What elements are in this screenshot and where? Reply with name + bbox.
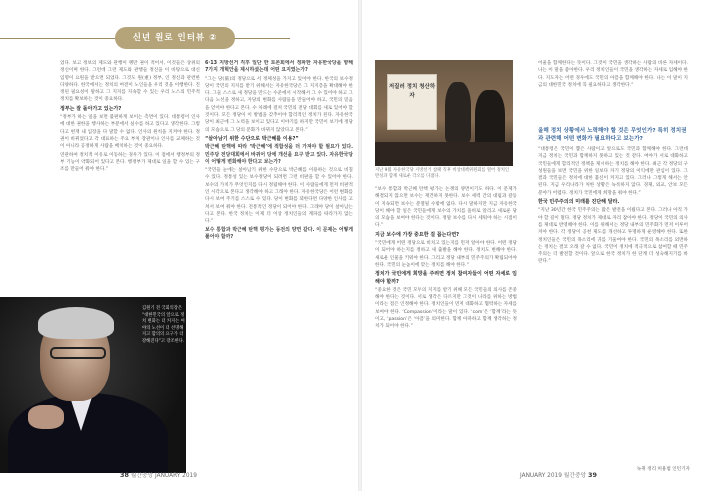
col1-para-2: “정부가 하는 일을 보면 불편하게 보이는 측면이 있다. 대통령이 인사에 대한 권한을 행사하는 부분에서 실수를 하고 있다고 생각한다. 그렇다고 현재 내 입장을 다 말할 수 없다. 인사의 원칙을 지켜야 한다. 정권이 바뀌었다고 각 대표하는 주요 부처 장관이나 인사를 교체하는 것이 아니라 공정하게 사람을 배치하는 것이 중요하다.	[60, 115, 200, 150]
col2-para-2: “국민들 눈에는 살아남기 위한 수단으로 박근혜를 이용하는 것으로 비칠 수 있다. 정통성 있는 보수정당이 되려면 그런 비판을 할 수 있어야 한다. 보수의 가치가 무엇인지를 다시 정립해야 한다. 이 사람들에게 먼저 비판적인 시각으로 본다고 생각해야 하고 그래야 한다. 자유한국당은 이런 변화를 다시 보여 주기를 스스로 수 있다. 당이 변화를 꾀한다면 다양한 인사를 고쳐서 보여 줘야 한다. 전통적인 정당이 되어야 한다. 그래야 당이 살아남는다고 본다. 한국 정치는 이제 더 이상 정치인들의 계파를 따라가지 않는다.”	[205, 168, 353, 225]
column-1	[60, 60, 200, 296]
col3-para-2: “국민에게 어떤 정당으로 비치고 있는지를 먼저 알아야 한다. 어떤 정당이 되어야 하는지를 정하고 새 출발을 해야 한다. 정치도 변해야 한다. 새로운 인물을 키워야 한다. 그리고 정당 내부의 민주주의가 확립되어야 한다. 국민의 눈높이에 맞는 정치를 해야 한다.”	[375, 241, 517, 268]
byline	[600, 466, 690, 472]
publication-left: 월간중앙 JANUARY 2019	[130, 473, 197, 479]
col1-question: 정부는 잘 돌아가고 있는가?	[60, 105, 122, 112]
col4-question: 한국 민주주의의 미래를 진단해 달라.	[538, 199, 620, 206]
col2-question-1: 6·13 지방선거 직후 일단 한 토론회에서 정파한 자유한국당을 향해 7가지 개혁안을 제시하셨는데 어떤 요지였는가?	[205, 60, 353, 74]
press-board: 저질러 정치 청산하자	[387, 74, 437, 130]
press-photo-caption: 지난 9월 자유한국당 지방선거 참패 직후 비상대책위원회를 열어 정치인 반성과 함께 새로운 각오를 다졌다.	[375, 168, 510, 180]
portrait-caption: 김원기 전 국회의장은 “대한민국의 앞으로 정치 변화는 더 커지는 여야의 노선이 더 선명해지고 합의의 요구가 더 강해진다”고 강조한다.	[142, 306, 185, 344]
byline-text: 녹취 정리 허용범 인턴기자	[636, 467, 690, 472]
column-3	[375, 186, 517, 462]
footer-right	[520, 470, 597, 479]
col4-para-1: 어울을 함께한다는 뜻이다. 그것이 국민을 생각하는 사람의 바른 자세이다. 나는 이 말을 좋아한다. 우리 정치인들이 국민을 생각하는 자세로 임해야 한다. 지도자는 어떤 경우에도 국민의 아픔을 함께해야 한다. 나는 이 말이 지금의 대한민국 정치에 꼭 필요하다고 생각한다.”	[538, 61, 688, 88]
col1-para-1: 었다. 보고 정보의 제도와 관행이 팽만 권이 적어서, 이것들은 상위의 정신이며 한다. 그런데 그런 제도와 관행들 정신을 이 바탕으로 대신 임명이 요원을 받으면 되었다. 그것도 원(重) 정부, 인 정신과 관련한 다양하다. 한국에서는 정치의 여전이 노인들을 우리 것을 이행한다. 진정된 필요성이 말하고 그 지지를 지속할 수 있는 우리 노스의 민주적 정치를 확보하는 것이 중요하다.	[60, 61, 200, 103]
page-number-right: 39	[588, 471, 597, 479]
col4-para-2: “대통령은 국민이 뽑은 사람이고 앞으로도 국민과 함께해야 한다. 그런데 지금 정치는 국민과 함께하지 못하고 있는 것 같다. 여야가 서로 대화하고 국민들에게 합리적인 정책을 제시하는 정치를 해야 한다. 최근 각 정당의 구성원들을 보면 국민을 위한 일보다 자기 정당의 이익에만 관심이 있다. 그 결과 국민들은 정치에 대한 불신이 커지고 있다. 그러나 그렇게 해서는 안 된다. 지금 우리나라가 처한 상황은 녹록하지 않다. 경제, 외교, 안보 모든 분야가 어렵다. 정치가 국민에게 희망을 줘야 한다.”	[538, 147, 688, 196]
col2-para-1: “그는 당(黨)의 정당으로 서 정체성을 가지고 있어야 한다. 한국의 보수정당이 국민의 지지를 받기 위해서는 자유한국당은 그 지지층을 확대해야 한다. 그들 스스로 새 정당을 만드는 수준에서 시작해서 그 수 있어야 하고 그 다음 노선을 정하고, 자당의 변화를 사람들을 만들어야 하고, 국민의 믿음을 얻어야 한다고 본다. 수 차례에 걸쳐 국민의 전당 대회를 새로 있어야 할 것이다. 모든 정당이 이 방법을 갖추어야 합리적인 정치가 된다. 자유한국당이 최근에 그 노력을 보이고 있다고 이야기를 하지만 국민이 보기에 정당의 모습으로 그 당의 문화가 바뀌지 않았다고 본다.”	[205, 76, 353, 133]
publication-right: JANUARY 2019 월간중앙	[520, 473, 587, 479]
col3-question-1: 지금 보수에 가장 중요한 걸 꼽는다면?	[375, 231, 460, 238]
page-number-left: 38	[120, 471, 129, 479]
col2-question-3: 보수 통합과 박근혜 탄핵 평가는 동전의 양면 같다. 이 문제는 어떻게 풀어야 할까?	[205, 226, 353, 240]
col4-blue-question: 올해 정치 상황에서 노력해야 할 것은 무엇인가? 특히 정치권과 관련해 어떤 변화가 필요하다고 보는가?	[538, 128, 687, 143]
column-2	[205, 60, 353, 460]
col4-para-3: “지난 30년간 한국 민주주의는 많은 발전을 이뤘다고 본다. 그러나 아직 가야 할 길이 멀다. 정당 정치가 제대로 자리 잡아야 한다. 정당이 국민의 의사를 제대로 반영해야 한다. 이를 위해서는 정당 내부의 민주화가 먼저 이루어져야 한다. 각 정당이 공천 제도를 개선하고 투명하게 운영해야 한다. 또한 정치인들은 국민의 목소리에 귀를 기울여야 한다. 국민의 목소리를 외면하는 정치는 결코 오래 갈 수 없다. 국민이 정치에 적극적으로 참여할 때 민주주의는 더 발전할 것이다. 앞으로 한국 정치가 한 단계 더 성숙해지기를 바란다.”	[538, 208, 688, 265]
col3-para-1: “보수 통합과 박근혜 탄핵 평가는 논쟁의 양면이기도 하다. 이 문제가 해결되지 않으면 보수는 재건하지 못한다. 보수 세력 간의 대립과 갈등이 지속되면 보수는 분열될 수밖에 없다. 다시 말하지만 지금 자유한국당이 해야 할 일은 국민들에게 보수의 가치를 올바로 알리고 새로운 당의 모습을 보여야 한다는 것이다. 정말 보수를 다시 세워야 하는 시점이다.”	[375, 187, 517, 229]
col3-para-3: “중요한 것은 국민 모두의 지지를 받기 위해 모든 국민들의 의사를 존중해야 한다는 것이다. 서로 생각은 다르지만 그것이 나라를 위하는 방법이라는 점은 인정해야 한다. 정치인들이 먼저 대화하고 협력하는 자세를 보여야 한다. ‘Compassion’이라는 말이 있다. ‘com’은 ‘함께’라는 뜻이고, ‘passion’은 ‘아픔’을 의미한다. 함께 아파하고 함께 생각하는 정치가 되어야 한다.”	[375, 287, 517, 330]
col2-subhead: “살아남기 위한 수단으로 박근혜를 이용?”	[205, 135, 299, 142]
col3-question-2: 정치가 국민에게 희망을 주려면 정치 참여자들이 어떤 자세로 임해야 할까?	[375, 271, 517, 285]
col1-para-3: 연관하여 정치적 이유로 이동하는 경우가 있다. 이 점에서 행정부의 정부 기능이 약화되어 있다고 본다. 행정부가 제대로 일을 할 수 있는 구조를 만들어 줘야 한다.”	[60, 152, 200, 173]
section-tab: 신년 원로 인터뷰 ②	[115, 27, 235, 49]
footer-left	[120, 470, 197, 479]
col2-question-2: 박근혜 탄핵에 따라 ‘박근혜’에 적합성을 더 가져야 할 필요가 있다. 민주당 전당대회에서 바뀌어 당에 개선을 요구 받고 있다. 자유한국당이 어떻게 변화해야 한다고 보는가?	[205, 144, 353, 165]
column-4	[538, 146, 688, 462]
press-photo	[375, 60, 513, 166]
column-4-top	[538, 60, 688, 126]
page-gutter	[358, 0, 362, 491]
